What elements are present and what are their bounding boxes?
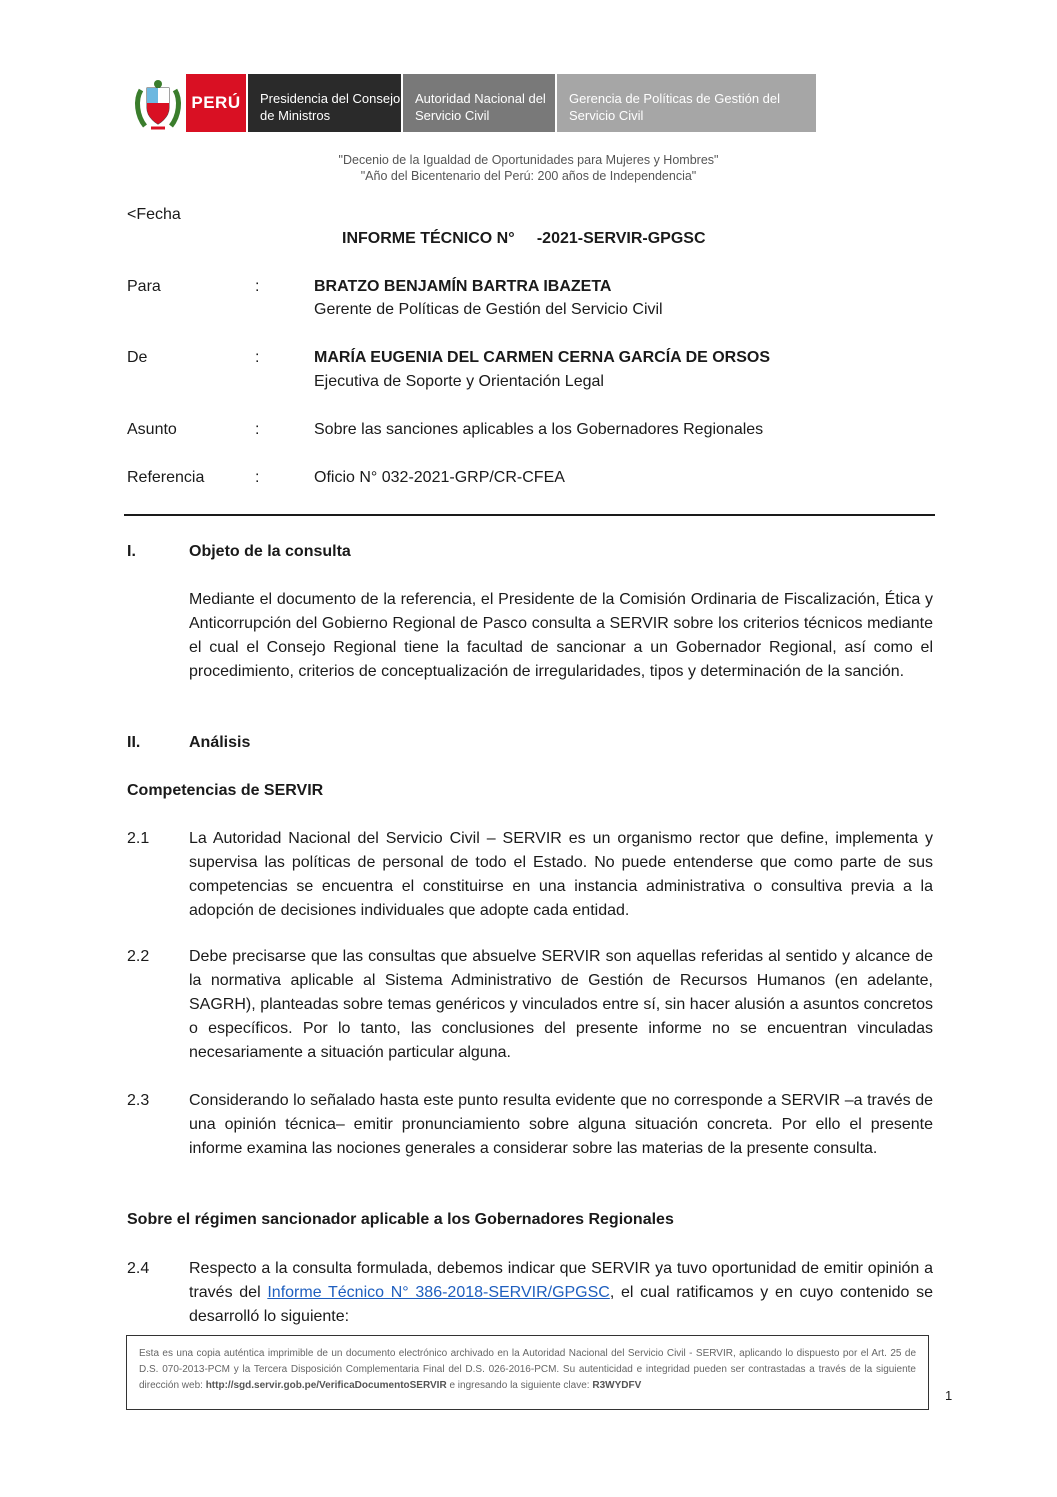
- date-placeholder: <Fecha: [127, 206, 181, 223]
- footer-text-2: e ingresando la siguiente clave:: [446, 1380, 593, 1391]
- paragraph-2-2-number: 2.2: [127, 948, 150, 965]
- header-gerencia-box: Gerencia de Políticas de Gestión del Servicio Civil: [557, 74, 816, 132]
- page-number: 1: [945, 1388, 953, 1403]
- paragraph-2-4: [189, 1257, 933, 1329]
- section-2-number: II.: [127, 734, 141, 751]
- asunto-label: Asunto: [127, 421, 177, 438]
- section-2-title: Análisis: [189, 734, 251, 751]
- verification-key: R3WYDFV: [592, 1380, 642, 1391]
- de-label: De: [127, 349, 148, 366]
- header-pcm-box: Presidencia del Consejo de Ministros: [248, 74, 401, 132]
- referencia-value: Oficio N° 032-2021-GRP/CR-CFEA: [314, 469, 565, 486]
- paragraph-2-3: Considerando lo señalado hasta este punto resulta evidente que no corresponde a SERVIR –a través de una opinión técnica– emitir pronunciamiento sobre alguna situación concreta. Por ello el presente informe examina las nociones generales a considerar sobre las materias de la presente consulta.: [189, 1092, 933, 1157]
- subheading-competencias: Competencias de SERVIR: [127, 782, 324, 799]
- header-divider: [124, 514, 935, 516]
- para-name: BRATZO BENJAMÍN BARTRA IBAZETA: [314, 278, 612, 295]
- de-name: MARÍA EUGENIA DEL CARMEN CERNA GARCÍA DE ORSOS: [314, 349, 771, 366]
- asunto-colon: :: [255, 421, 260, 438]
- asunto-value: Sobre las sanciones aplicables a los Gobernadores Regionales: [314, 421, 764, 438]
- de-colon: :: [255, 349, 260, 366]
- subheading-regimen-sancionador: Sobre el régimen sancionador aplicable a los Gobernadores Regionales: [127, 1211, 674, 1228]
- referencia-colon: :: [255, 469, 260, 486]
- paragraph-2-3-number: 2.3: [127, 1092, 150, 1109]
- informe-tecnico-link[interactable]: Informe Técnico N° 386-2018-SERVIR/GPGSC: [267, 1284, 610, 1301]
- peru-coat-of-arms-icon: [133, 76, 183, 132]
- paragraph-2-1: La Autoridad Nacional del Servicio Civil – SERVIR es un organismo rector que define, implementa y supervisa las políticas de personal de todo el Estado. No puede entenderse que como parte de sus competencias se encuentra el constituirse en una instancia administrativa o consultiva previa a la adopción de decisiones individuales que adopte cada entidad.: [189, 830, 933, 919]
- referencia-label: Referencia: [127, 469, 205, 486]
- authenticity-footer: [126, 1335, 929, 1410]
- paragraph-2-4-text-b: , el cual ratificamos y en cuyo contenido se desarrolló lo siguiente:: [189, 1284, 934, 1325]
- section-1-number: I.: [127, 543, 136, 560]
- motto-line-1: "Decenio de la Igualdad de Oportunidades para Mujeres y Hombres": [338, 153, 719, 167]
- motto-line-2: "Año del Bicentenario del Perú: 200 años de Independencia": [360, 169, 697, 183]
- para-role: Gerente de Políticas de Gestión del Servicio Civil: [314, 301, 663, 318]
- paragraph-2-2: Debe precisarse que las consultas que absuelve SERVIR son aquellas referidas al sentido y alcance de la normativa aplicable al Sistema Administrativo de Gestión de Recursos Humanos (en adelante, SAGRH), planteadas sobre temas genéricos y vinculados entre sí, sin hacer alusión a asuntos concretos o específicos. Por lo tanto, las conclusiones del presente informe no se encuentran vinculadas necesariamente a situación particular alguna.: [189, 948, 933, 1061]
- paragraph-2-4-text-a: Respecto a la consulta formulada, debemos indicar que SERVIR ya tuvo oportunidad de emitir opinión a través del: [189, 1260, 933, 1301]
- de-role: Ejecutiva de Soporte y Orientación Legal: [314, 373, 604, 390]
- section-1-title: Objeto de la consulta: [189, 543, 351, 560]
- document-title: INFORME TÉCNICO N° -2021-SERVIR-GPGSC: [342, 230, 706, 247]
- paragraph-2-1-number: 2.1: [127, 830, 150, 847]
- header-servir-box: Autoridad Nacional del Servicio Civil: [403, 74, 555, 132]
- footer-text: Esta es una copia auténtica imprimible de un documento electrónico archivado en la Autoridad Nacional del Servicio Civil - SERVIR, aplicando lo dispuesto por el Art. 25 de D.S. 070-2013-PCM y la Tercera Disposición Complementaria Final del D.S. 026-2016-PCM. Su autenticidad e integridad pueden ser contrastadas a través de la siguiente dirección web:: [139, 1348, 916, 1391]
- paragraph-2-4-number: 2.4: [127, 1260, 150, 1277]
- peru-logo: PERÚ: [186, 74, 246, 132]
- para-label: Para: [127, 278, 161, 295]
- para-colon: :: [255, 278, 260, 295]
- section-1-paragraph: Mediante el documento de la referencia, el Presidente de la Comisión Ordinaria de Fiscalización, Ética y Anticorrupción del Gobierno Regional de Pasco consulta a SERVIR sobre los criterios técnicos mediante el cual el Consejo Regional tiene la facultad de sancionar a un Gobernador Regional, así como el procedimiento, criterios de conceptualización de irregularidades, tipos y determinación de la sanción.: [189, 591, 933, 680]
- verification-url[interactable]: http://sgd.servir.gob.pe/VerificaDocumentoSERVIR: [205, 1380, 447, 1391]
